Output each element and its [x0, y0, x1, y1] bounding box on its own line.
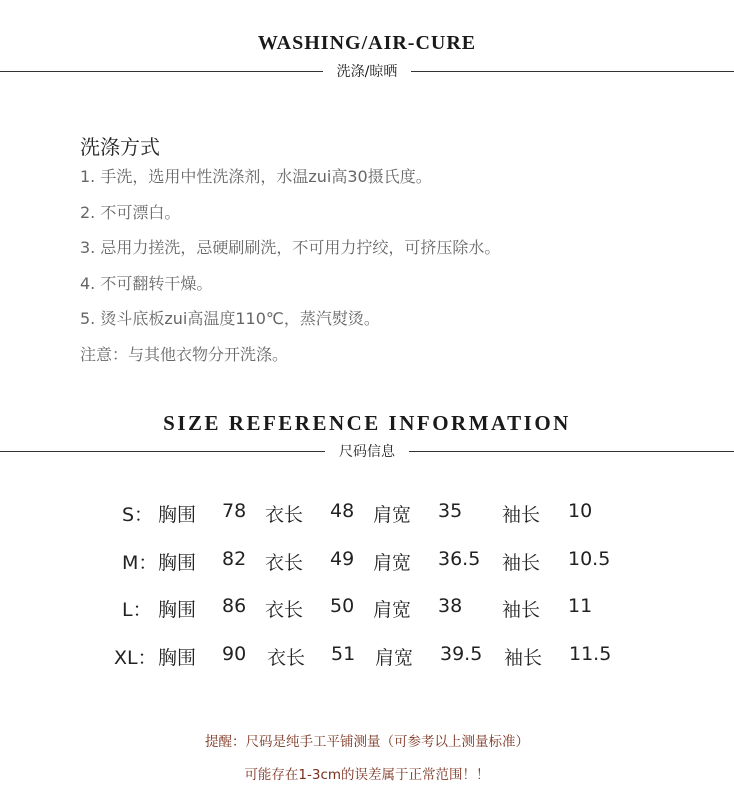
shoulder-label: 肩宽	[375, 646, 414, 669]
length-label: 衣长	[265, 551, 304, 574]
shoulder-value: 36.5	[438, 547, 481, 570]
chest-value: 78	[222, 500, 247, 522]
sleeve-value: 10.5	[568, 547, 611, 570]
shoulder-value: 39.5	[440, 642, 483, 665]
measurement-reminder: 提醒：尺码是纯手工平铺测量（可参考以上测量标准）	[205, 734, 529, 750]
shoulder-label: 肩宽	[373, 551, 412, 574]
table-row	[0, 589, 734, 637]
divider-right	[411, 71, 734, 72]
table-row	[0, 494, 734, 542]
length-label: 衣长	[265, 504, 304, 526]
sleeve-label: 袖长	[502, 551, 541, 574]
washing-method-heading: 洗涤方式	[80, 135, 160, 159]
shoulder-value: 38	[438, 595, 463, 617]
shoulder-value: 35	[438, 500, 463, 522]
length-value: 48	[330, 500, 355, 522]
chest-label: 胸围	[158, 599, 197, 621]
list-item: 5. 烫斗底板zui高温度110℃，蒸汽熨烫。	[80, 309, 380, 328]
sleeve-label: 袖长	[502, 599, 541, 621]
length-value: 49	[330, 547, 355, 570]
sleeve-value: 10	[568, 500, 593, 522]
shoulder-label: 肩宽	[373, 504, 412, 526]
shoulder-label: 肩宽	[373, 599, 412, 621]
list-item: 3. 忌用力搓洗，忌硬刷刷洗，不可用力拧绞，可挤压除水。	[80, 238, 501, 257]
size-subtitle-row	[0, 441, 734, 461]
list-item: 2. 不可漂白。	[80, 202, 181, 222]
chest-label: 胸围	[158, 551, 197, 574]
size-section-subtitle: 尺码信息	[339, 444, 395, 460]
chest-label: 胸围	[158, 504, 197, 526]
size-section-title: SIZE REFERENCE INFORMATION	[163, 411, 571, 435]
sleeve-label: 袖长	[502, 504, 541, 526]
length-label: 衣长	[267, 646, 306, 669]
size-label: M：	[122, 551, 158, 574]
washing-subtitle-row	[0, 61, 734, 81]
list-item: 1. 手洗，选用中性洗涤剂，水温zui高30摄氏度。	[80, 167, 432, 186]
list-item: 注意：与其他衣物分开洗涤。	[80, 344, 289, 364]
length-value: 50	[330, 595, 355, 617]
chest-value: 82	[222, 547, 247, 570]
chest-label: 胸围	[158, 646, 197, 669]
size-table	[0, 494, 734, 684]
chest-value: 86	[222, 595, 247, 617]
washing-section-subtitle: 洗涤/晾晒	[336, 64, 398, 80]
length-label: 衣长	[265, 599, 304, 621]
sleeve-label: 袖长	[504, 646, 543, 669]
measurement-tolerance-note: 可能存在1-3cm的误差属于正常范围！！	[244, 767, 490, 783]
divider-left	[0, 71, 323, 72]
sleeve-value: 11	[568, 595, 593, 617]
washing-instructions-list	[80, 164, 500, 377]
sleeve-value: 11.5	[569, 642, 612, 665]
table-row	[0, 637, 734, 685]
length-value: 51	[331, 642, 356, 665]
size-label: S：	[122, 504, 154, 526]
size-label: XL：	[114, 646, 157, 669]
chest-value: 90	[222, 642, 247, 665]
table-row	[0, 542, 734, 590]
divider-left	[0, 451, 325, 452]
divider-right	[409, 451, 734, 452]
size-label: L：	[122, 599, 152, 621]
list-item: 4. 不可翻转干燥。	[80, 273, 213, 293]
washing-section-title: WASHING/AIR-CURE	[257, 32, 477, 54]
